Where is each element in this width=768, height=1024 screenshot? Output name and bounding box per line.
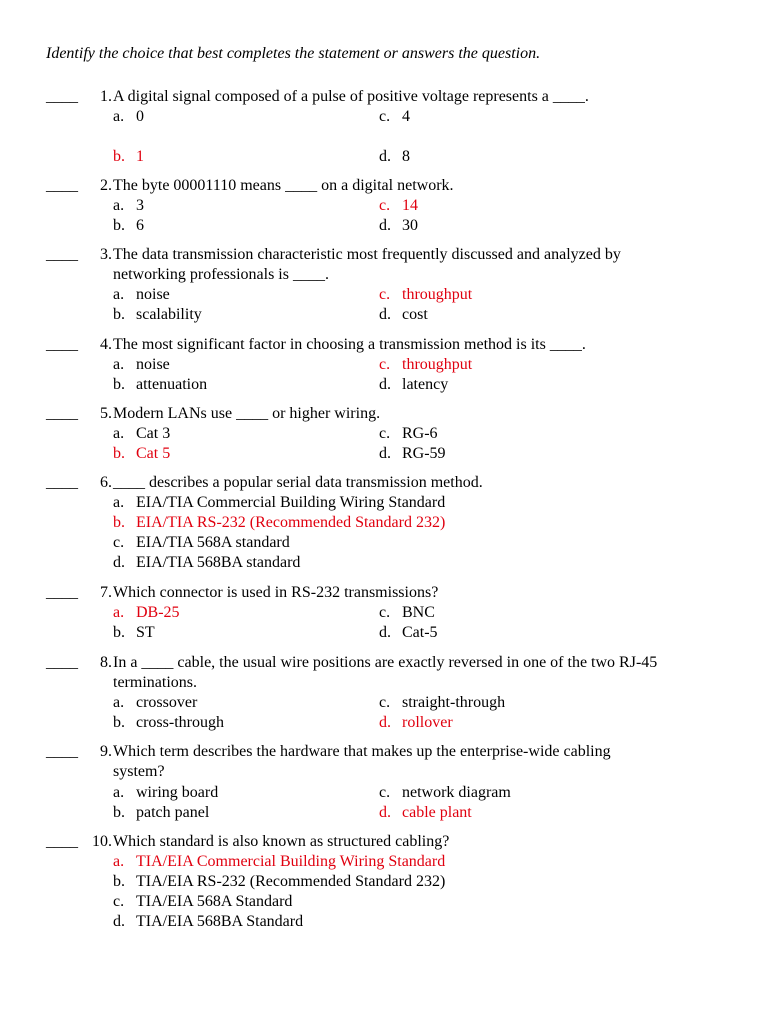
question-number: 9.	[100, 743, 112, 760]
question-text: Modern LANs use ____ or higher wiring.	[113, 405, 381, 422]
option-letter: b.	[113, 148, 125, 165]
option-text: network diagram	[402, 784, 511, 801]
answer-blank[interactable]: ____	[46, 88, 78, 105]
option-text: Cat-5	[402, 624, 438, 641]
option-text: Cat 5	[136, 445, 171, 462]
option-text: EIA/TIA 568A standard	[136, 534, 290, 551]
option-d[interactable]	[379, 444, 446, 464]
option-letter: d.	[379, 804, 391, 821]
option-text: throughput	[402, 356, 473, 373]
option-text: 30	[402, 217, 418, 234]
question-text: The byte 00001110 means ____ on a digital network.	[113, 177, 454, 194]
option-letter: a.	[113, 197, 125, 214]
option-b[interactable]	[113, 872, 445, 892]
option-letter: b.	[113, 445, 125, 462]
option-d[interactable]	[379, 375, 448, 395]
option-letter: d.	[113, 554, 125, 571]
option-letter: d.	[379, 376, 391, 393]
answer-blank[interactable]: ____	[46, 833, 78, 850]
option-letter: a.	[113, 853, 125, 870]
question-number: 3.	[100, 246, 112, 263]
option-c[interactable]	[379, 107, 410, 127]
option-c-correct[interactable]	[379, 285, 472, 305]
option-text: EIA/TIA 568BA standard	[136, 554, 301, 571]
option-d[interactable]	[379, 147, 410, 167]
option-letter: c.	[379, 356, 391, 373]
option-d[interactable]	[379, 623, 438, 643]
question-text: Which standard is also known as structured cabling?	[113, 833, 450, 850]
option-text: RG-59	[402, 445, 446, 462]
option-letter: a.	[113, 356, 125, 373]
option-letter: d.	[379, 148, 391, 165]
option-a[interactable]	[113, 355, 170, 375]
option-text: TIA/EIA 568A Standard	[136, 893, 293, 910]
option-text: attenuation	[136, 376, 208, 393]
option-c[interactable]	[379, 783, 511, 803]
option-letter: b.	[113, 714, 125, 731]
option-text: wiring board	[136, 784, 219, 801]
option-letter: d.	[379, 306, 391, 323]
option-letter: a.	[113, 286, 125, 303]
answer-blank[interactable]: ____	[46, 405, 78, 422]
question-text: The most significant factor in choosing a transmission method is its ____.	[113, 336, 586, 353]
option-b[interactable]	[113, 305, 202, 325]
option-d[interactable]	[379, 305, 428, 325]
option-letter: a.	[113, 694, 125, 711]
option-a[interactable]	[113, 783, 218, 803]
option-text: latency	[402, 376, 449, 393]
option-text: 14	[402, 197, 418, 214]
option-c[interactable]	[113, 533, 290, 553]
answer-blank[interactable]: ____	[46, 474, 78, 491]
option-text: EIA/TIA RS-232 (Recommended Standard 232)	[136, 514, 446, 531]
option-text: cross-through	[136, 714, 224, 731]
question-text: Which connector is used in RS-232 transmissions?	[113, 584, 439, 601]
option-a[interactable]	[113, 107, 144, 127]
option-letter: d.	[379, 445, 391, 462]
option-text: straight-through	[402, 694, 506, 711]
answer-blank[interactable]: ____	[46, 654, 78, 671]
option-text: DB-25	[136, 604, 180, 621]
option-text: noise	[136, 356, 170, 373]
option-text: noise	[136, 286, 170, 303]
option-text: cost	[402, 306, 428, 323]
option-letter: b.	[113, 804, 125, 821]
option-c-correct[interactable]	[379, 196, 418, 216]
option-letter: c.	[379, 694, 391, 711]
option-d-correct[interactable]	[379, 803, 472, 823]
option-a-correct[interactable]	[113, 852, 445, 872]
option-b-correct[interactable]	[113, 147, 144, 167]
option-text: 0	[136, 108, 144, 125]
option-text: patch panel	[136, 804, 210, 821]
question-text: In a ____ cable, the usual wire positions are exactly reversed in one of the two RJ-45 terminations.	[113, 654, 658, 691]
answer-blank[interactable]: ____	[46, 177, 78, 194]
option-a[interactable]	[113, 693, 197, 713]
option-text: RG-6	[402, 425, 438, 442]
option-text: cable plant	[402, 804, 472, 821]
option-letter: b.	[113, 217, 125, 234]
option-letter: d.	[379, 217, 391, 234]
option-text: scalability	[136, 306, 202, 323]
option-text: EIA/TIA Commercial Building Wiring Standard	[136, 494, 446, 511]
option-letter: c.	[379, 197, 391, 214]
option-letter: c.	[113, 534, 125, 551]
option-text: 3	[136, 197, 144, 214]
instructions-text: Identify the choice that best completes the statement or answers the question.	[46, 45, 541, 62]
option-text: 4	[402, 108, 410, 125]
question-text: The data transmission characteristic most frequently discussed and analyzed by networking professionals is ____.	[113, 246, 621, 283]
option-text: TIA/EIA RS-232 (Recommended Standard 232)	[136, 873, 446, 890]
option-letter: a.	[113, 784, 125, 801]
option-b[interactable]	[113, 623, 155, 643]
option-c[interactable]	[113, 892, 292, 912]
question-text: A digital signal composed of a pulse of positive voltage represents a ____.	[113, 88, 589, 105]
option-b[interactable]	[113, 803, 209, 823]
answer-blank[interactable]: ____	[46, 246, 78, 263]
answer-blank[interactable]: ____	[46, 743, 78, 760]
option-b-correct[interactable]	[113, 444, 170, 464]
option-c[interactable]	[379, 603, 435, 623]
question-text: ____ describes a popular serial data transmission method.	[113, 474, 483, 491]
option-text: Cat 3	[136, 425, 171, 442]
option-a[interactable]	[113, 285, 170, 305]
option-c-correct[interactable]	[379, 355, 472, 375]
option-letter: d.	[379, 624, 391, 641]
question-number: 5.	[100, 405, 112, 422]
option-letter: d.	[379, 714, 391, 731]
option-d[interactable]	[113, 553, 300, 573]
option-text: 8	[402, 148, 410, 165]
option-text: 1	[136, 148, 144, 165]
option-a[interactable]	[113, 196, 144, 216]
option-a[interactable]	[113, 424, 170, 444]
option-text: crossover	[136, 694, 198, 711]
question-text: Which term describes the hardware that makes up the enterprise-wide cabling system?	[113, 743, 611, 780]
question-number: 1.	[100, 88, 112, 105]
option-d[interactable]	[113, 912, 303, 932]
option-letter: b.	[113, 376, 125, 393]
option-letter: b.	[113, 306, 125, 323]
option-d[interactable]	[379, 216, 418, 236]
option-a[interactable]	[113, 493, 445, 513]
option-letter: b.	[113, 873, 125, 890]
question-number: 2.	[100, 177, 112, 194]
option-letter: a.	[113, 604, 125, 621]
option-b-correct[interactable]	[113, 513, 445, 533]
question-number: 8.	[100, 654, 112, 671]
answer-blank[interactable]: ____	[46, 584, 78, 601]
option-b[interactable]	[113, 216, 144, 236]
option-letter: b.	[113, 624, 125, 641]
answer-blank[interactable]: ____	[46, 336, 78, 353]
option-letter: a.	[113, 425, 125, 442]
option-letter: a.	[113, 108, 125, 125]
question-number: 4.	[100, 336, 112, 353]
option-c[interactable]	[379, 693, 505, 713]
option-b[interactable]	[113, 375, 207, 395]
option-letter: c.	[379, 286, 391, 303]
option-text: throughput	[402, 286, 473, 303]
option-b[interactable]	[113, 713, 224, 733]
option-a-correct[interactable]	[113, 603, 180, 623]
option-text: 6	[136, 217, 144, 234]
option-text: rollover	[402, 714, 453, 731]
option-letter: a.	[113, 494, 125, 511]
option-text: BNC	[402, 604, 435, 621]
question-number: 7.	[100, 584, 112, 601]
option-text: TIA/EIA 568BA Standard	[136, 913, 304, 930]
question-number: 10.	[92, 833, 112, 850]
question-number: 6.	[100, 474, 112, 491]
option-text: TIA/EIA Commercial Building Wiring Standard	[136, 853, 446, 870]
option-c[interactable]	[379, 424, 438, 444]
option-letter: c.	[379, 425, 391, 442]
option-text: ST	[136, 624, 155, 641]
option-letter: d.	[113, 913, 125, 930]
option-letter: c.	[379, 108, 391, 125]
option-letter: c.	[113, 893, 125, 910]
option-d-correct[interactable]	[379, 713, 453, 733]
option-letter: c.	[379, 604, 391, 621]
option-letter: b.	[113, 514, 125, 531]
option-letter: c.	[379, 784, 391, 801]
